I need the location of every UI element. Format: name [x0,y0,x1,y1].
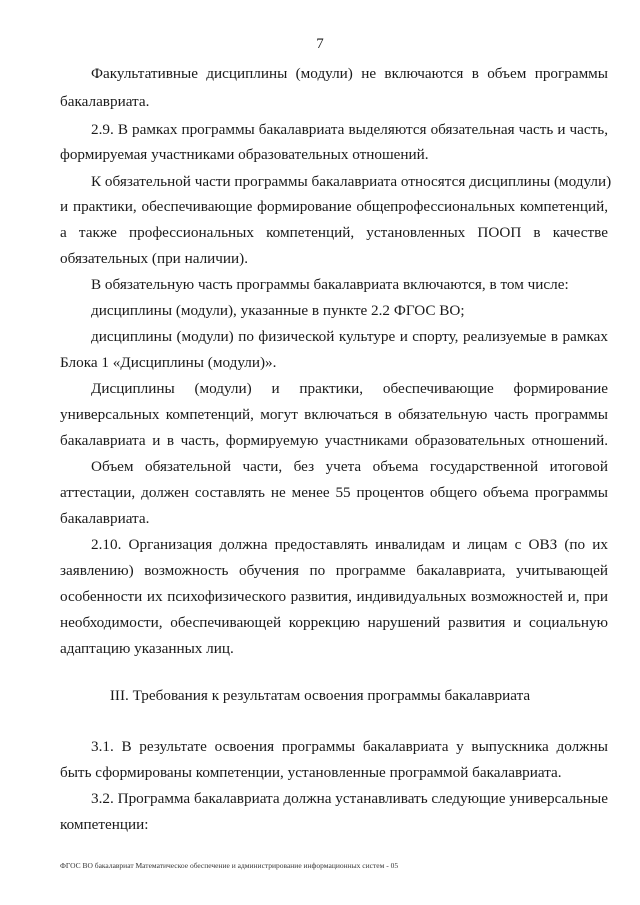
section-heading: III. Требования к результатам освоения программы бакалавриата [109,687,531,704]
text-line: Факультативные дисциплины (модули) не включаются в объем программы [91,65,608,82]
text-line: Объем обязательной части, без учета объема государственной итоговой [91,458,608,475]
text-line: бакалавриата. [60,93,150,110]
text-line: Дисциплины (модули) и практики, обеспечивающие формирование [91,380,608,397]
page-footer: ФГОС ВО бакалавриат Математическое обеспечение и администрирование информационных систем - 05 [60,861,399,870]
text-line: формируемая участниками образовательных отношений. [60,146,429,163]
text-line: Блока 1 «Дисциплины (модули)». [60,354,277,371]
text-line: 2.10. Организация должна предоставлять инвалидам и лицам с ОВЗ (по их [91,536,608,553]
text-line: 2.9. В рамках программы бакалавриата выделяются обязательная часть и часть, [91,121,608,138]
text-line: 3.2. Программа бакалавриата должна устанавливать следующие универсальные [91,790,608,807]
text-line: 3.1. В результате освоения программы бакалавриата у выпускника должны [91,738,608,755]
text-line: бакалавриата. [60,510,150,527]
text-line: аттестации, должен составлять не менее 55 процентов общего объема программы [60,484,608,501]
text-line: а также профессиональных компетенций, установленных ПООП в качестве [60,224,608,241]
text-line: заявлению) возможность обучения по программе бакалавриата, учитывающей [60,562,608,579]
text-line: адаптацию указанных лиц. [60,640,234,657]
text-line: дисциплины (модули), указанные в пункте 2.2 ФГОС ВО; [91,302,465,319]
text-line: дисциплины (модули) по физической культуре и спорту, реализуемые в рамках [91,328,608,345]
text-line: В обязательную часть программы бакалавриата включаются, в том числе: [91,276,569,293]
text-line: бакалавриата и в часть, формируемую участниками образовательных отношений. [60,432,608,449]
text-line: особенности их психофизического развития, индивидуальных возможностей и, при [60,588,608,605]
text-line: обязательных (при наличии). [60,250,249,267]
page-number: 7 [316,36,324,52]
text-line: необходимости, обеспечивающей коррекцию нарушений развития и социальную [60,614,608,631]
text-line: К обязательной части программы бакалавриата относятся дисциплины (модули) [91,173,612,190]
text-line: и практики, обеспечивающие формирование общепрофессиональных компетенций, [60,198,608,215]
text-line: компетенции: [60,816,149,833]
text-line: универсальных компетенций, могут включаться в обязательную часть программы [60,406,608,423]
text-line: быть сформированы компетенции, установленные программой бакалавриата. [60,764,562,781]
